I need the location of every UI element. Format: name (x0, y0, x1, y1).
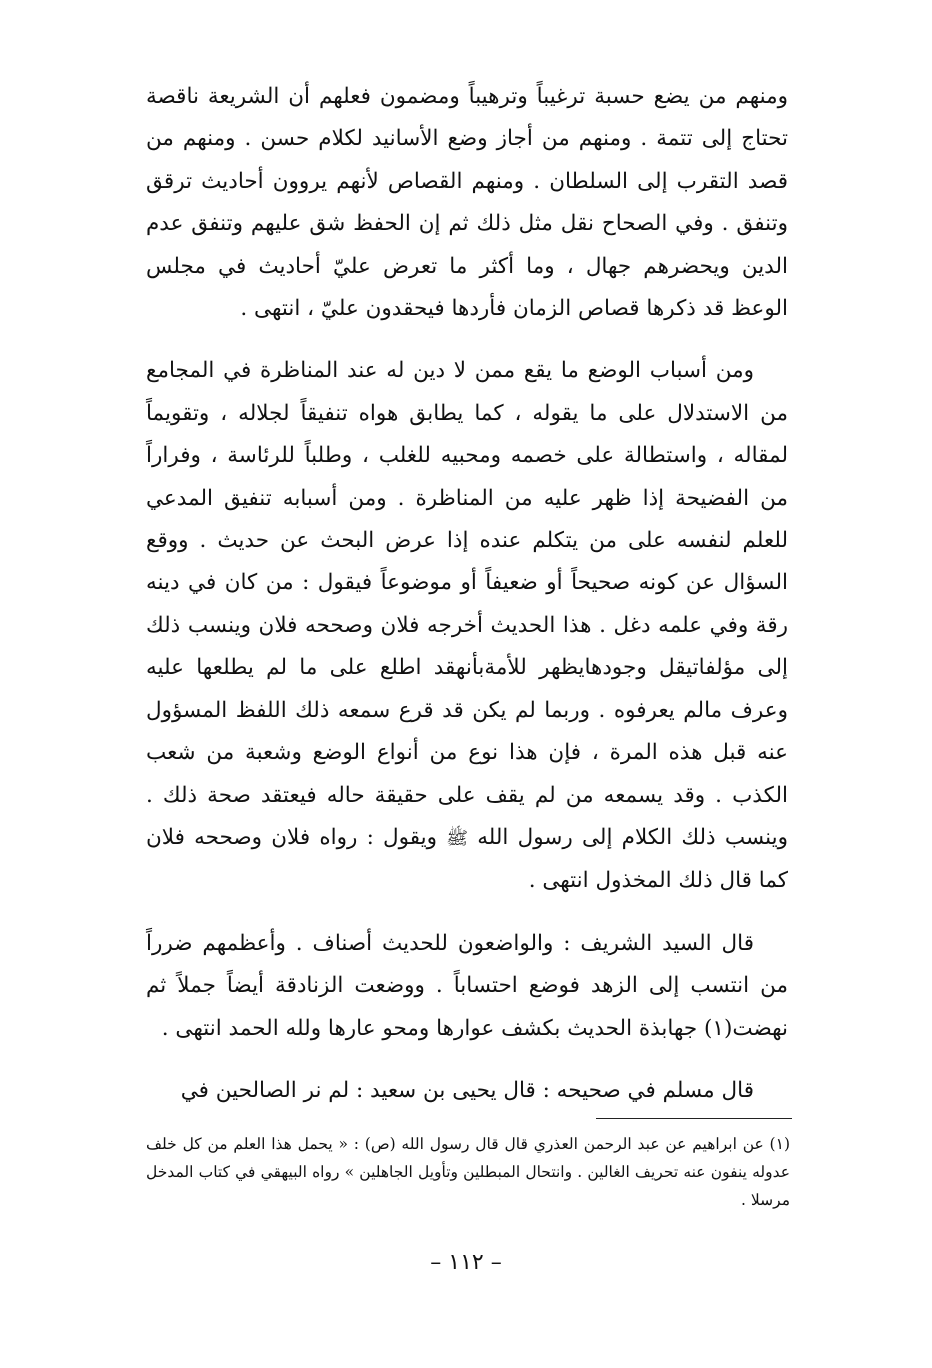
paragraph-muslim-sahih: قال مسلم في صحيحه : قال يحيى بن سعيد : لم نر الصالحين في (180, 1077, 754, 1103)
main-text (146, 76, 788, 1112)
paragraph-debate-fabrication (146, 350, 788, 902)
salawat-symbol: ﷺ (446, 827, 468, 849)
paragraph-debate-text: ومن أسباب الوضع ما يقع ممن لا دين له عند المناظرة في المجامع من الاستدلال على ما يقوله ، كما يطابق هواه تنفيقاً لجلاله ، وتقويماً لمقاله ، واستطالة على خصمه ومحبيه للغلب ، وطلباً للرئاسة ، وفراراً من الفضيحة إذا ظهر عليه من المناظرة . ومن أسبابه تنفيق المدعي للعلم لنفسه على من يتكلم عنده إذا عرض البحث عن حديث . ووقع السؤال عن كونه صحيحاً أو ضعيفاً أو موضوعاً فيقول : من كان في دينه رقة وفي علمه دغل . هذا الحديث أخرجه فلان وصححه فلان وينسب ذلك إلى مؤلفاتيقل وجودهايظهر للأمةبأنهقد اطلع على ما لم يطلعها عليه وعرف مالم يعرفوه . وربما لم يكن قد قرع سمعه ذلك اللفظ المسؤول عنه قبل هذه المرة ، فإن هذا نوع من أنواع الوضع وشعبة من شعب الكذب . وقد يسمعه من لم يقف على حقيقة حاله فيعتقد صحة ذلك . وينسب ذلك الكلام إلى رسول الله (146, 358, 789, 850)
paragraph-sayyid-sharif: قال السيد الشريف : والواضعون للحديث أصناف . وأعظمهم ضرراً من انتسب إلى الزهد فوضع احتساباً . ووضعت الزنادقة أيضاً جملاً ثم نهضت(١) جهابذة الحديث بكشف عوارها ومحو عارها ولله الحمد انتهى . (146, 930, 788, 1041)
footnote-divider (596, 1118, 792, 1119)
footnote: (١) عن ابراهيم عن عبد الرحمن العذري قال قال رسول الله (ص) : « يحمل هذا العلم من كل خلف عدوله ينفون عنه تحريف الغالين . وانتحال المبطلين وتأويل الجاهلين » رواه البيهقي في كتاب المدخل مرسلا . (146, 1135, 790, 1209)
page-number: – ١١٢ – (430, 1250, 502, 1275)
paragraph-fabricators-motives: ومنهم من يضع حسبة ترغيباً وترهيباً ومضمون فعلهم أن الشريعة ناقصة تحتاج إلى تتمة . ومنهم من أجاز وضع الأسانيد لكلام حسن . ومنهم من قصد التقرب إلى السلطان . ومنهم القصاص لأنهم يروون أحاديث ترقق وتنفق . وفي الصحاح نقل مثل ذلك ثم إن الحفظ شق عليهم وتنفق عدم الدين ويحضرهم جهال ، وما أكثر ما تعرض عليّ أحاديث في مجلس الوعظ قد ذكرها قصاص الزمان فأردها فيحقدون عليّ ، انتهى . (146, 84, 788, 322)
paragraph-debate-tail: ويقول : رواه فلان وصححه فلان كما قال ذلك المخذول انتهى . (146, 824, 788, 894)
